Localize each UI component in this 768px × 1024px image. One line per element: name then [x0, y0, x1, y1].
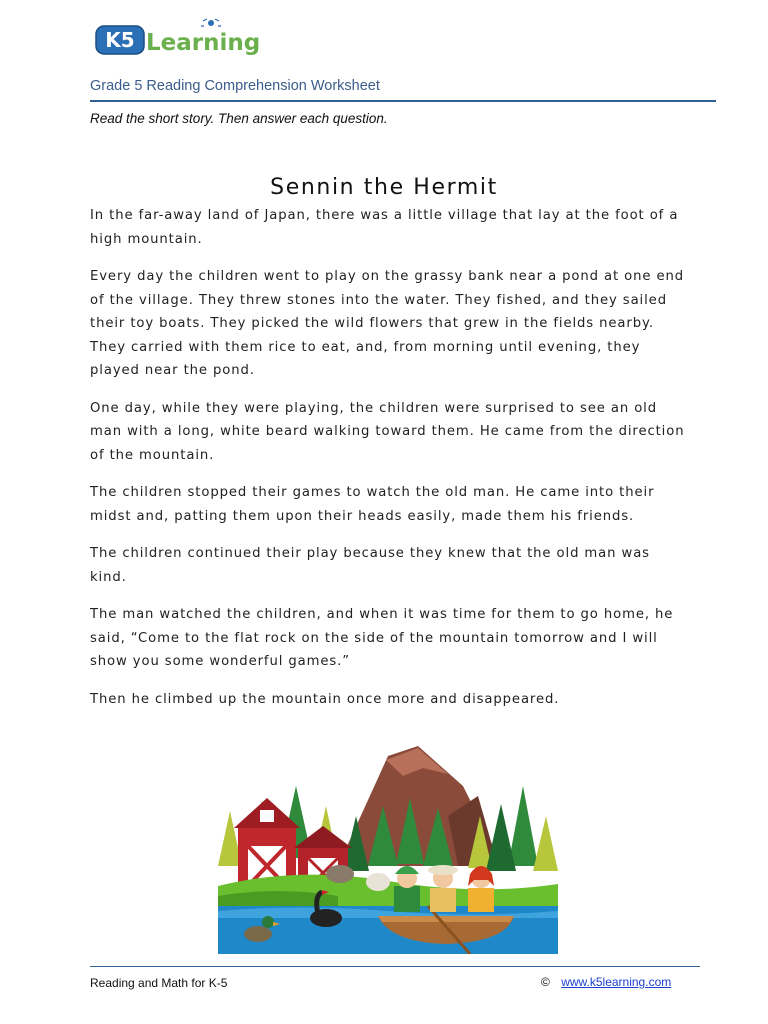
svg-text:K5: K5	[105, 28, 135, 52]
footer-divider	[90, 966, 700, 967]
copyright-symbol: ©	[541, 975, 550, 989]
worksheet-title: Grade 5 Reading Comprehension Worksheet	[90, 78, 380, 94]
k5-learning-logo	[94, 18, 264, 60]
instructions: Read the short story. Then answer each question.	[90, 111, 388, 126]
story-paragraph: In the far-away land of Japan, there was a little village that lay at the foot of a high mountain.	[90, 208, 679, 247]
story-paragraph: The children continued their play because they knew that the old man was kind.	[90, 546, 650, 585]
story-body	[90, 204, 690, 725]
header-divider	[90, 100, 716, 102]
child-red-hair	[468, 866, 494, 912]
k5learning-link[interactable]: www.k5learning.com	[561, 975, 672, 989]
story-illustration	[218, 746, 558, 954]
svg-text:Learning: Learning	[146, 30, 261, 56]
story-paragraph: One day, while they were playing, the children were surprised to see an old man with a long, white beard walking toward them. He came from the direction of the mountain.	[90, 400, 685, 463]
story-paragraph: Then he climbed up the mountain once more and disappeared.	[90, 691, 560, 707]
footer-tagline: Reading and Math for K-5	[90, 976, 228, 990]
child-safari-hat	[428, 865, 458, 912]
story-paragraph: The children stopped their games to watch the old man. He came into their midst and, patting them upon their heads easily, made them his friends.	[90, 485, 655, 524]
child-green-hat	[394, 866, 420, 912]
story-title: Sennin the Hermit	[270, 174, 498, 200]
story-paragraph: Every day the children went to play on the grassy bank near a pond at one end of the village. They threw stones into the water. They fished, and they sailed their toy boats. They picked the wild flowers that grew in the fields nearby. They carried with them rice to eat, and, from morning until evening, they played near the pond.	[90, 269, 685, 378]
footer-credit	[541, 975, 671, 989]
story-paragraph: The man watched the children, and when it was time for them to go home, he said, “Come to the flat rock on the side of the mountain tomorrow and I will show you some wonderful games.”	[90, 607, 674, 669]
